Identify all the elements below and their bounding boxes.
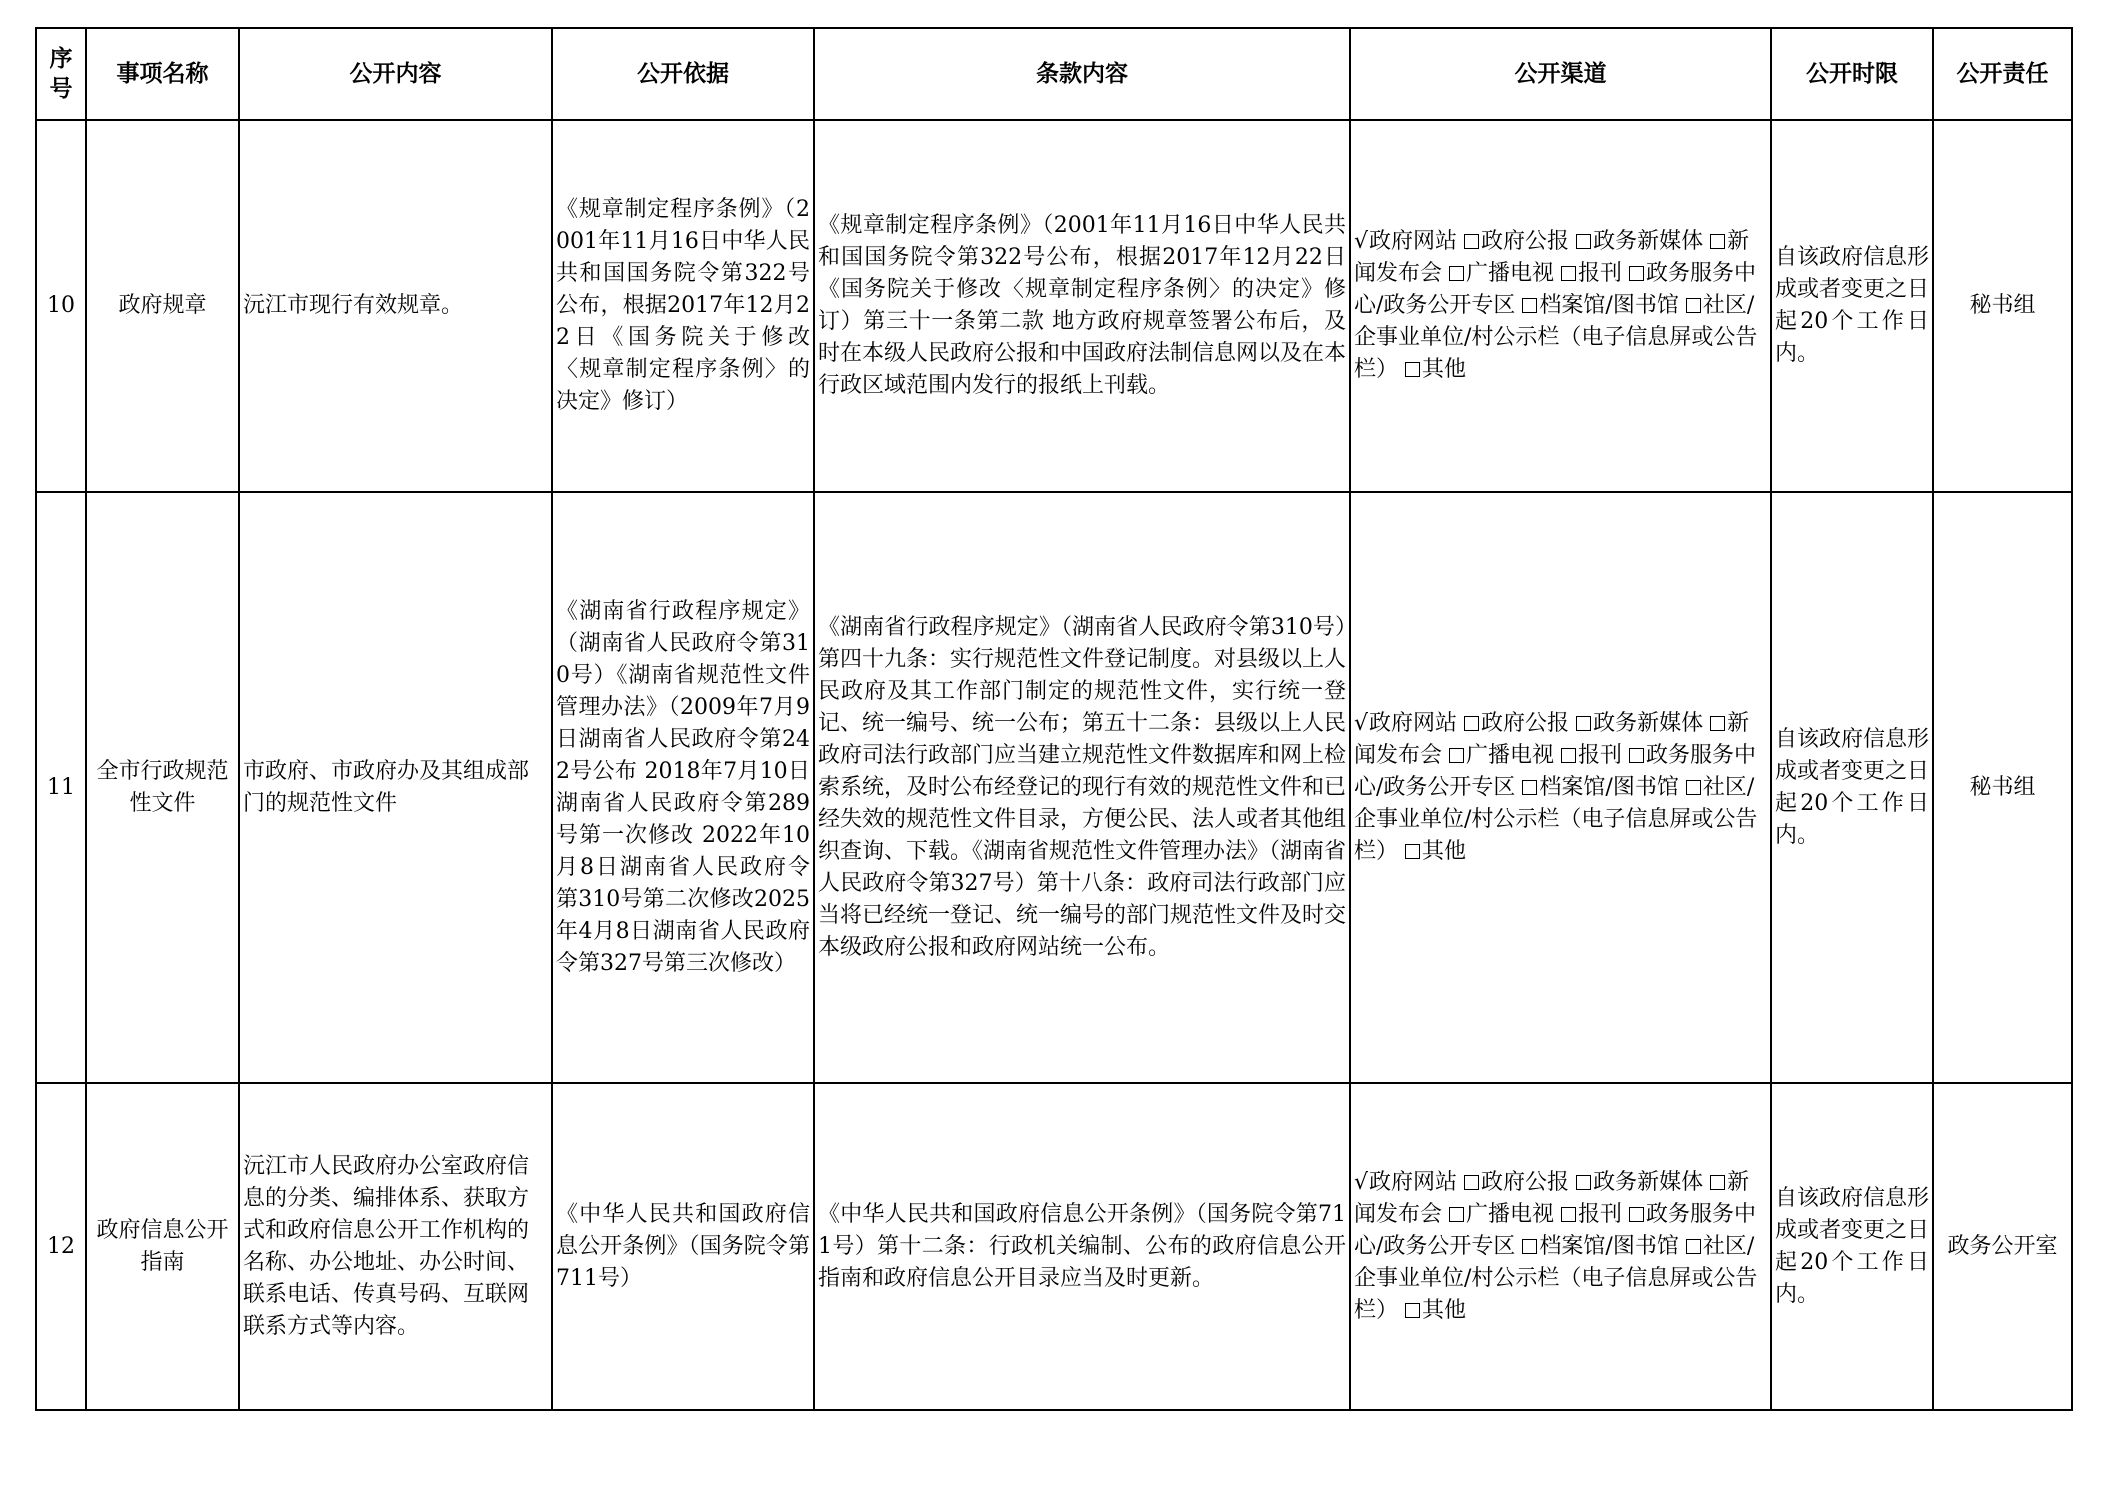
- checkbox-icon: [1449, 266, 1464, 281]
- row-channel: [1350, 1083, 1771, 1410]
- checkbox-icon: [1405, 844, 1420, 859]
- channel-gov-website: √政府网站: [1354, 229, 1457, 254]
- channel-press-conference: 新闻发布会: [1354, 710, 1750, 768]
- row-basis: 《中华人民共和国政府信息公开条例》（国务院令第711号）: [552, 1083, 814, 1410]
- row-time-limit: 自该政府信息形成或者变更之日起20个工作日内。: [1771, 120, 1933, 492]
- row-clause: 《湖南省行政程序规定》（湖南省人民政府令第310号）第四十九条：实行规范性文件登记制度。对县级以上人民政府及其工作部门制定的规范性文件，实行统一登记、统一编号、统一公布；第五十二条：县级以上人民政府司法行政部门应当建立规范性文件数据库和网上检索系统，及时公布经登记的现行有效的规范性文件和已经失效的规范性文件目录，方便公民、法人或者其他组织查询、下载。《湖南省规范性文件管理办法》（湖南省人民政府令第327号）第十八条：政府司法行政部门应当将已经统一登记、统一编号的部门规范性文件及时交本级政府公报和政府网站统一公布。: [814, 492, 1350, 1083]
- channel-broadcast-tv: 广播电视: [1449, 743, 1554, 768]
- checkbox-icon: [1710, 716, 1725, 731]
- channel-other: 其他: [1405, 357, 1466, 382]
- channel-gov-gazette: 政府公报: [1464, 1170, 1569, 1195]
- row-responsibility: 秘书组: [1933, 120, 2072, 492]
- checkbox-icon: [1576, 716, 1591, 731]
- channel-gov-website: √政府网站: [1354, 711, 1457, 736]
- header-basis: 公开依据: [552, 28, 814, 120]
- channel-newspaper: 报刊: [1561, 261, 1622, 286]
- row-seq: 10: [36, 120, 86, 492]
- checkbox-icon: [1686, 780, 1701, 795]
- channel-archives-library: 档案馆/图书馆: [1522, 775, 1678, 800]
- table-row: [36, 120, 2072, 492]
- row-responsibility: 秘书组: [1933, 492, 2072, 1083]
- channel-gov-website: √政府网站: [1354, 1170, 1457, 1195]
- row-basis: 《规章制定程序条例》（2001年11月16日中华人民共和国国务院令第322号公布，根据2017年12月22日《国务院关于修改〈规章制定程序条例〉的决定》修订）: [552, 120, 814, 492]
- channel-bulletin-board: 社区/企事业单位/村公示栏（电子信息屏或公告栏）: [1354, 1233, 1758, 1323]
- header-item-name: 事项名称: [86, 28, 239, 120]
- checkbox-icon: [1522, 1239, 1537, 1254]
- row-item-name: 全市行政规范性文件: [86, 492, 239, 1083]
- checkbox-icon: [1629, 748, 1644, 763]
- channel-service-center: 政务服务中心/政务公开专区: [1354, 742, 1757, 800]
- row-clause: 《规章制定程序条例》（2001年11月16日中华人民共和国国务院令第322号公布，根据2017年12月22日《国务院关于修改〈规章制定程序条例〉的决定》修订）第三十一条第二款 地方政府规章签署公布后，及时在本级人民政府公报和中国政府法制信息网以及在本行政区域范围内发行的报纸上刊载。: [814, 120, 1350, 492]
- row-item-name: 政府信息公开指南: [86, 1083, 239, 1410]
- header-channel: 公开渠道: [1350, 28, 1771, 120]
- row-clause: 《中华人民共和国政府信息公开条例》（国务院令第711号）第十二条：行政机关编制、公布的政府信息公开指南和政府信息公开目录应当及时更新。: [814, 1083, 1350, 1410]
- row-channel: [1350, 120, 1771, 492]
- channel-archives-library: 档案馆/图书馆: [1522, 293, 1678, 318]
- table-row: [36, 1083, 2072, 1410]
- row-channel: [1350, 492, 1771, 1083]
- channel-new-media: 政务新媒体: [1576, 229, 1703, 254]
- row-content: 沅江市人民政府办公室政府信息的分类、编排体系、获取方式和政府信息公开工作机构的名称、办公地址、办公时间、联系电话、传真号码、互联网联系方式等内容。: [239, 1083, 552, 1410]
- checked-icon: √: [1354, 710, 1369, 736]
- channel-gov-gazette: 政府公报: [1464, 229, 1569, 254]
- channel-press-conference: 新闻发布会: [1354, 229, 1750, 286]
- checked-icon: √: [1354, 229, 1369, 254]
- checkbox-icon: [1464, 1175, 1479, 1190]
- channel-bulletin-board: 社区/企事业单位/村公示栏（电子信息屏或公告栏）: [1354, 774, 1758, 864]
- channel-service-center: 政务服务中心/政务公开专区: [1354, 1201, 1757, 1259]
- checkbox-icon: [1561, 266, 1576, 281]
- channel-new-media: 政务新媒体: [1576, 1170, 1703, 1195]
- checkbox-icon: [1686, 1239, 1701, 1254]
- checkbox-icon: [1686, 298, 1701, 313]
- checkbox-icon: [1710, 234, 1725, 249]
- header-responsibility: 公开责任: [1933, 28, 2072, 120]
- checkbox-icon: [1576, 1175, 1591, 1190]
- checkbox-icon: [1629, 266, 1644, 281]
- disclosure-table: [35, 27, 2073, 1411]
- row-item-name: 政府规章: [86, 120, 239, 492]
- checked-icon: √: [1354, 1169, 1369, 1195]
- row-seq: 12: [36, 1083, 86, 1410]
- checkbox-icon: [1561, 1207, 1576, 1222]
- channel-broadcast-tv: 广播电视: [1449, 1202, 1554, 1227]
- checkbox-icon: [1522, 298, 1537, 313]
- row-responsibility: 政务公开室: [1933, 1083, 2072, 1410]
- checkbox-icon: [1629, 1207, 1644, 1222]
- checkbox-icon: [1464, 716, 1479, 731]
- row-content: 市政府、市政府办及其组成部门的规范性文件: [239, 492, 552, 1083]
- row-time-limit: 自该政府信息形成或者变更之日起20个工作日内。: [1771, 1083, 1933, 1410]
- table-row: [36, 492, 2072, 1083]
- disclosure-sheet: [35, 27, 2071, 1411]
- checkbox-icon: [1522, 780, 1537, 795]
- channel-service-center: 政务服务中心/政务公开专区: [1354, 261, 1757, 318]
- channel-archives-library: 档案馆/图书馆: [1522, 1234, 1678, 1259]
- channel-press-conference: 新闻发布会: [1354, 1169, 1750, 1227]
- checkbox-icon: [1405, 362, 1420, 377]
- checkbox-icon: [1576, 234, 1591, 249]
- checkbox-icon: [1449, 1207, 1464, 1222]
- row-basis: 《湖南省行政程序规定》（湖南省人民政府令第310号）《湖南省规范性文件管理办法》（2009年7月9日湖南省人民政府令第242号公布 2018年7月10日湖南省人民政府令第289号第一次修改 2022年10月8日湖南省人民政府令第310号第二次修改2025年4月8日湖南省人民政府令第327号第三次修改）: [552, 492, 814, 1083]
- channel-newspaper: 报刊: [1561, 743, 1622, 768]
- checkbox-icon: [1405, 1303, 1420, 1318]
- channel-other: 其他: [1405, 1298, 1466, 1323]
- row-content: 沅江市现行有效规章。: [239, 120, 552, 492]
- channel-newspaper: 报刊: [1561, 1202, 1622, 1227]
- header-time-limit: 公开时限: [1771, 28, 1933, 120]
- header-content: 公开内容: [239, 28, 552, 120]
- header-row: [36, 28, 2072, 120]
- checkbox-icon: [1561, 748, 1576, 763]
- header-seq: 序号: [36, 28, 86, 120]
- channel-broadcast-tv: 广播电视: [1449, 261, 1554, 286]
- row-time-limit: 自该政府信息形成或者变更之日起20个工作日内。: [1771, 492, 1933, 1083]
- channel-bulletin-board: 社区/企事业单位/村公示栏（电子信息屏或公告栏）: [1354, 293, 1758, 382]
- channel-new-media: 政务新媒体: [1576, 711, 1703, 736]
- checkbox-icon: [1449, 748, 1464, 763]
- checkbox-icon: [1710, 1175, 1725, 1190]
- channel-gov-gazette: 政府公报: [1464, 711, 1569, 736]
- checkbox-icon: [1464, 234, 1479, 249]
- row-seq: 11: [36, 492, 86, 1083]
- channel-other: 其他: [1405, 839, 1466, 864]
- header-clause: 条款内容: [814, 28, 1350, 120]
